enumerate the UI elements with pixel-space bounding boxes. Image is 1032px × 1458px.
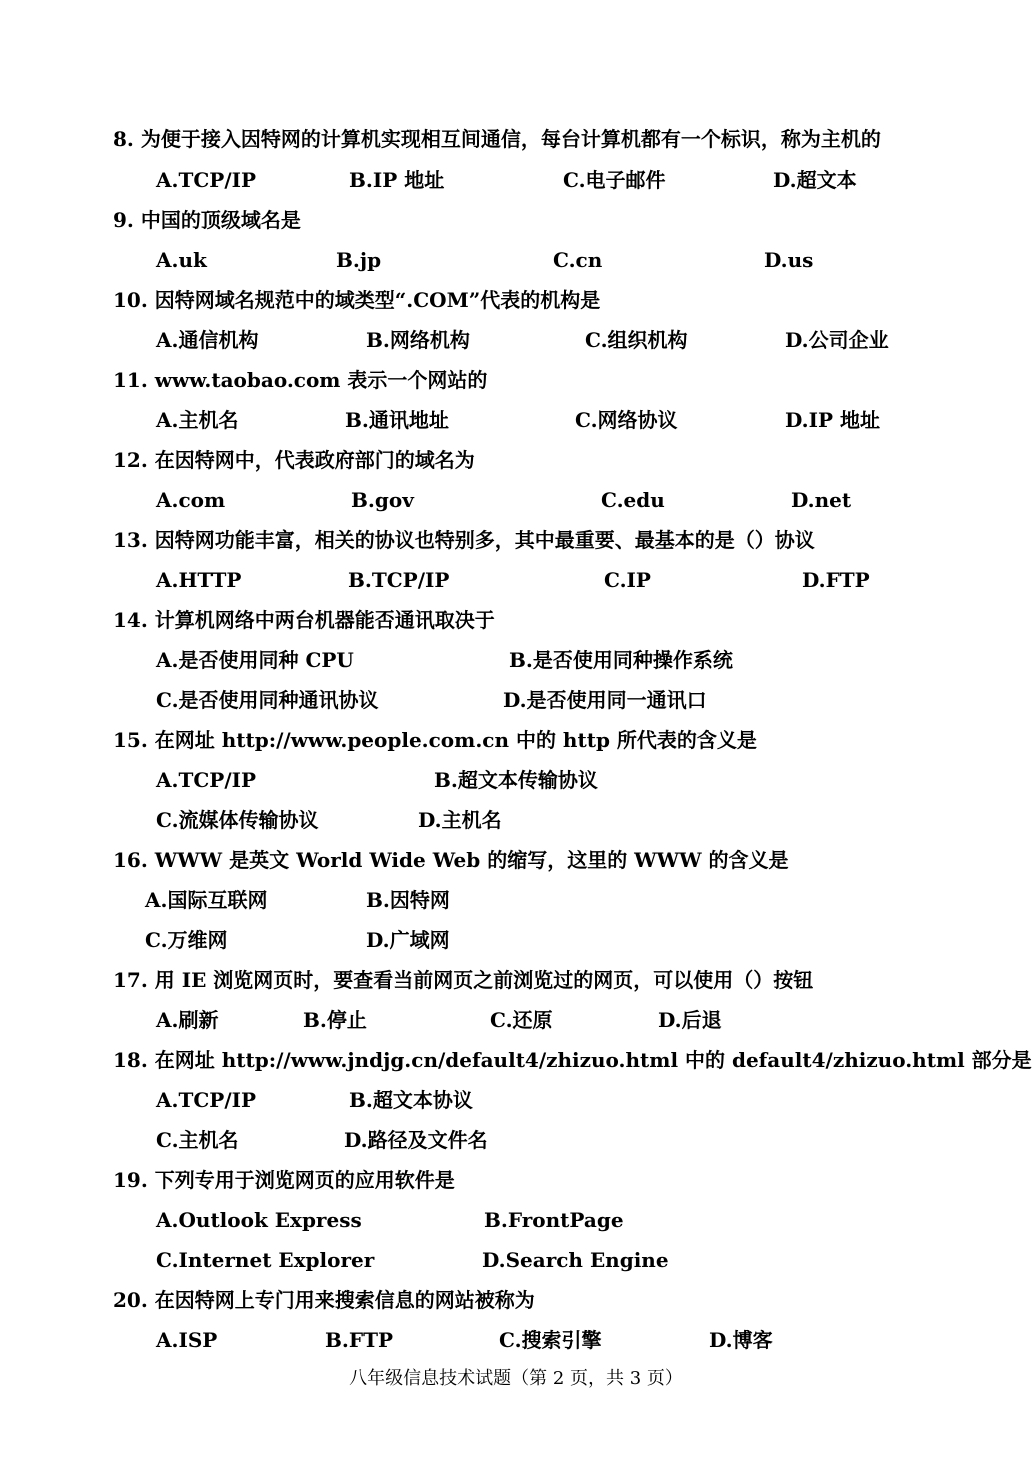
- question-text: 8. 为便于接入因特网的计算机实现相互间通信，每台计算机都有一个标识，称为主机的: [113, 127, 881, 151]
- question-text: 9. 中国的顶级域名是: [113, 208, 301, 232]
- question-18: [0, 1040, 1032, 1080]
- question-16: [0, 840, 1032, 880]
- options-row: [0, 240, 1032, 280]
- options-row: [0, 560, 1032, 600]
- option-d: D.超文本: [773, 168, 857, 192]
- question-text: 10. 因特网域名规范中的域类型“.COM”代表的机构是: [113, 288, 601, 312]
- options-row: [0, 760, 1032, 800]
- question-19: [0, 1160, 1032, 1200]
- option-c: C.组织机构: [585, 328, 688, 352]
- option-d: D.FTP: [802, 568, 870, 592]
- question-text: 15. 在网址 http://www.people.com.cn 中的 http 所代表的含义是: [113, 728, 757, 752]
- option-b: B.超文本协议: [349, 1088, 473, 1112]
- option-d: D.后退: [658, 1008, 722, 1032]
- page-footer: 八年级信息技术试题（第 2 页，共 3 页）: [349, 1368, 683, 1389]
- option-c: C.IP: [604, 568, 651, 592]
- question-11: [0, 360, 1032, 400]
- option-d: D.是否使用同一通讯口: [503, 688, 707, 712]
- option-a: A.TCP/IP: [156, 768, 257, 792]
- option-d: D.广域网: [366, 928, 450, 952]
- option-b: B.是否使用同种操作系统: [509, 648, 733, 672]
- question-text: 20. 在因特网上专门用来搜索信息的网站被称为: [113, 1288, 535, 1312]
- question-13: [0, 520, 1032, 560]
- option-a: A.HTTP: [156, 568, 242, 592]
- option-b: B.FrontPage: [484, 1208, 624, 1232]
- question-8: [0, 119, 1032, 159]
- option-c: C.流媒体传输协议: [156, 808, 319, 832]
- option-c: C.电子邮件: [563, 168, 666, 192]
- options-row: [0, 1240, 1032, 1280]
- option-b: B.TCP/IP: [348, 568, 450, 592]
- options-row: [0, 320, 1032, 360]
- question-text: 14. 计算机网络中两台机器能否通讯取决于: [113, 608, 495, 632]
- options-row: [0, 1320, 1032, 1360]
- options-row: [0, 480, 1032, 520]
- question-text: 18. 在网址 http://www.jndjg.cn/default4/zhizuo.html 中的 default4/zhizuo.html 部分是: [113, 1048, 1032, 1072]
- question-text: 19. 下列专用于浏览网页的应用软件是: [113, 1168, 455, 1192]
- question-12: [0, 440, 1032, 480]
- option-a: A.TCP/IP: [156, 168, 257, 192]
- option-d: D.us: [764, 248, 814, 272]
- option-d: D.路径及文件名: [344, 1128, 488, 1152]
- option-a: A.TCP/IP: [156, 1088, 257, 1112]
- option-c: C.edu: [601, 488, 665, 512]
- option-a: A.Outlook Express: [156, 1208, 362, 1232]
- option-a: A.主机名: [156, 408, 239, 432]
- option-c: C.是否使用同种通讯协议: [156, 688, 379, 712]
- question-text: 13. 因特网功能丰富，相关的协议也特别多，其中最重要、最基本的是（）协议: [113, 528, 815, 552]
- options-row: [0, 800, 1032, 840]
- option-a: A.是否使用同种 CPU: [156, 648, 354, 672]
- options-row: [0, 1120, 1032, 1160]
- option-c: C.还原: [490, 1008, 553, 1032]
- option-c: C.主机名: [156, 1128, 239, 1152]
- option-b: B.jp: [336, 248, 382, 272]
- options-row: [0, 160, 1032, 200]
- option-a: A.刷新: [156, 1008, 219, 1032]
- option-c: C.cn: [553, 248, 603, 272]
- option-c: C.Internet Explorer: [156, 1248, 375, 1272]
- options-row: [0, 880, 1032, 920]
- option-a: A.uk: [156, 248, 207, 272]
- options-row: [0, 680, 1032, 720]
- option-a: A.ISP: [156, 1328, 218, 1352]
- option-d: D.IP 地址: [785, 408, 880, 432]
- option-b: B.停止: [303, 1008, 367, 1032]
- option-b: B.网络机构: [366, 328, 470, 352]
- option-a: A.通信机构: [156, 328, 259, 352]
- question-14: [0, 600, 1032, 640]
- option-c: C.万维网: [145, 928, 228, 952]
- question-15: [0, 720, 1032, 760]
- option-d: D.net: [791, 488, 852, 512]
- option-d: D.主机名: [418, 808, 502, 832]
- question-20: [0, 1280, 1032, 1320]
- options-row: [0, 1080, 1032, 1120]
- option-a: A.国际互联网: [145, 888, 268, 912]
- option-c: C.网络协议: [575, 408, 678, 432]
- option-b: B.FTP: [325, 1328, 393, 1352]
- option-d: D.Search Engine: [482, 1248, 669, 1272]
- option-b: B.通讯地址: [345, 408, 449, 432]
- question-text: 16. WWW 是英文 World Wide Web 的缩写，这里的 WWW 的含义是: [113, 848, 789, 872]
- option-d: D.公司企业: [785, 328, 889, 352]
- option-b: B.gov: [351, 488, 414, 512]
- question-9: [0, 200, 1032, 240]
- option-b: B.因特网: [366, 888, 450, 912]
- option-c: C.搜索引擎: [499, 1328, 602, 1352]
- options-row: [0, 1200, 1032, 1240]
- question-text: 12. 在因特网中，代表政府部门的域名为: [113, 448, 475, 472]
- option-a: A.com: [156, 488, 226, 512]
- option-b: B.超文本传输协议: [434, 768, 598, 792]
- question-10: [0, 280, 1032, 320]
- question-text: 11. www.taobao.com 表示一个网站的: [113, 368, 488, 392]
- option-b: B.IP 地址: [349, 168, 445, 192]
- options-row: [0, 1000, 1032, 1040]
- options-row: [0, 920, 1032, 960]
- question-text: 17. 用 IE 浏览网页时，要查看当前网页之前浏览过的网页，可以使用（）按钮: [113, 968, 814, 992]
- option-d: D.博客: [709, 1328, 773, 1352]
- options-row: [0, 400, 1032, 440]
- question-17: [0, 960, 1032, 1000]
- options-row: [0, 640, 1032, 680]
